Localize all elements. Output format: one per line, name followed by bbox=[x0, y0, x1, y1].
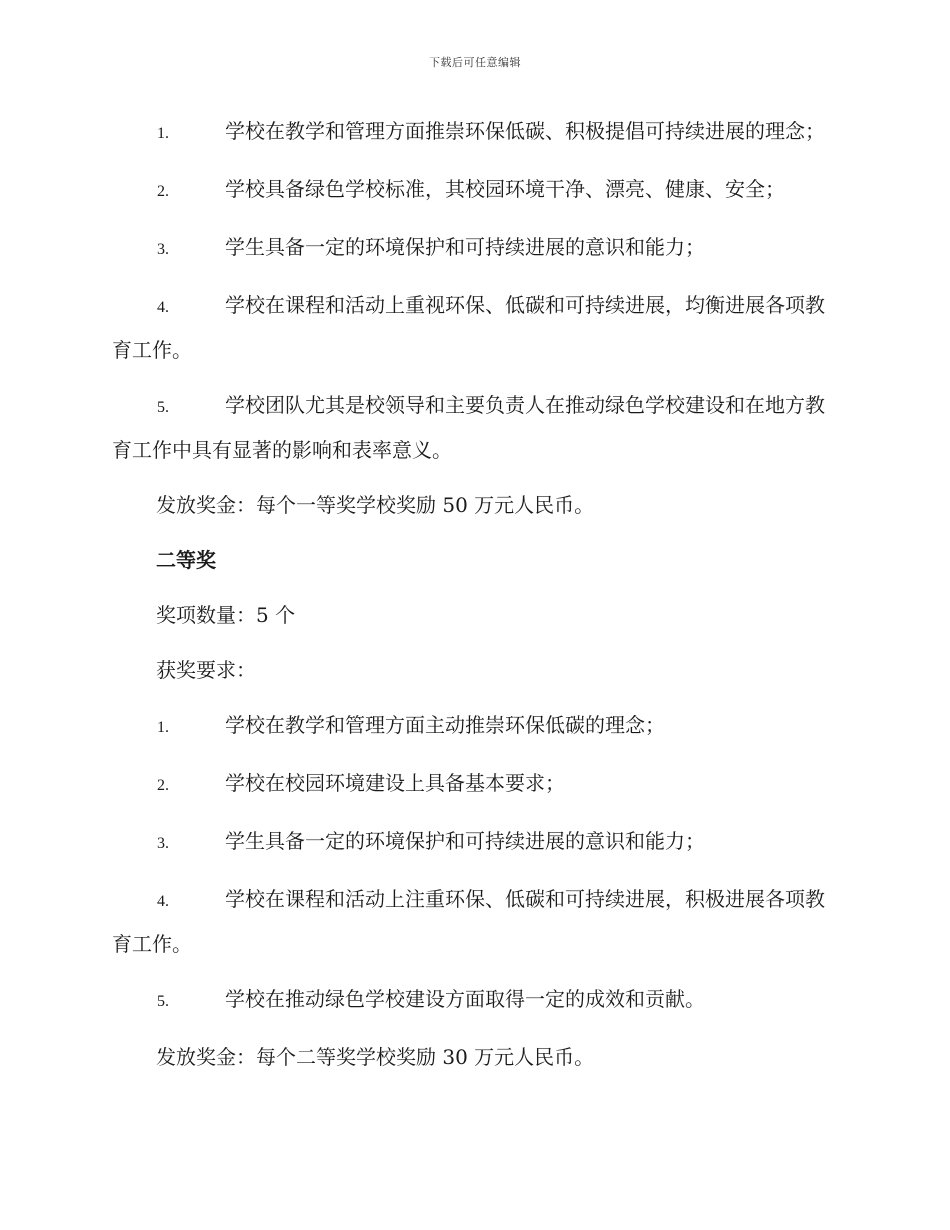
list-number: 3. bbox=[157, 835, 169, 852]
list-text: 学校具备绿色学校标准，其校园环境干净、漂亮、健康、安全； bbox=[225, 177, 785, 201]
list-number: 4. bbox=[157, 893, 169, 910]
list-number: 5. bbox=[157, 993, 169, 1010]
first-prize-bonus: 发放奖金：每个一等奖学校奖励 50 万元人民币。 bbox=[156, 493, 595, 517]
document-body bbox=[112, 110, 834, 1078]
list-text: 学生具备一定的环境保护和可持续进展的意识和能力； bbox=[225, 829, 705, 853]
list-text: 学生具备一定的环境保护和可持续进展的意识和能力； bbox=[225, 235, 705, 259]
list-item bbox=[112, 384, 834, 471]
list-item bbox=[112, 110, 834, 155]
list-number: 1. bbox=[157, 125, 169, 142]
list-text: 学校在推动绿色学校建设方面取得一定的成效和贡献。 bbox=[225, 987, 705, 1011]
list-text: 学校在教学和管理方面推崇环保低碳、积极提倡可持续进展的理念； bbox=[225, 119, 825, 143]
list-number: 2. bbox=[157, 183, 169, 200]
second-prize-bonus: 发放奖金：每个二等奖学校奖励 30 万元人民币。 bbox=[156, 1045, 595, 1069]
list-item bbox=[112, 168, 834, 213]
list-item bbox=[112, 878, 834, 965]
list-item bbox=[112, 762, 834, 807]
list-item bbox=[112, 820, 834, 865]
list-item bbox=[112, 704, 834, 749]
list-item bbox=[112, 978, 834, 1023]
list-number: 5. bbox=[157, 399, 169, 416]
second-prize-requirements-label: 获奖要求： bbox=[156, 658, 256, 682]
list-number: 4. bbox=[157, 299, 169, 316]
list-number: 1. bbox=[157, 719, 169, 736]
list-text: 学校在校园环境建设上具备基本要求； bbox=[225, 771, 565, 795]
list-text: 学校在课程和活动上重视环保、低碳和可持续进展，均衡进展各项教育工作。 bbox=[112, 293, 825, 362]
list-item bbox=[112, 226, 834, 271]
list-text: 学校在课程和活动上注重环保、低碳和可持续进展，积极进展各项教育工作。 bbox=[112, 887, 825, 956]
list-number: 2. bbox=[157, 777, 169, 794]
list-text: 学校团队尤其是校领导和主要负责人在推动绿色学校建设和在地方教育工作中具有显著的影响和表率意义。 bbox=[112, 393, 825, 462]
list-item bbox=[112, 284, 834, 371]
page-header-note: 下载后可任意编辑 bbox=[429, 56, 521, 69]
list-text: 学校在教学和管理方面主动推崇环保低碳的理念； bbox=[225, 713, 665, 737]
second-prize-count: 奖项数量：5 个 bbox=[156, 603, 296, 627]
second-prize-heading: 二等奖 bbox=[156, 548, 216, 572]
list-number: 3. bbox=[157, 241, 169, 258]
